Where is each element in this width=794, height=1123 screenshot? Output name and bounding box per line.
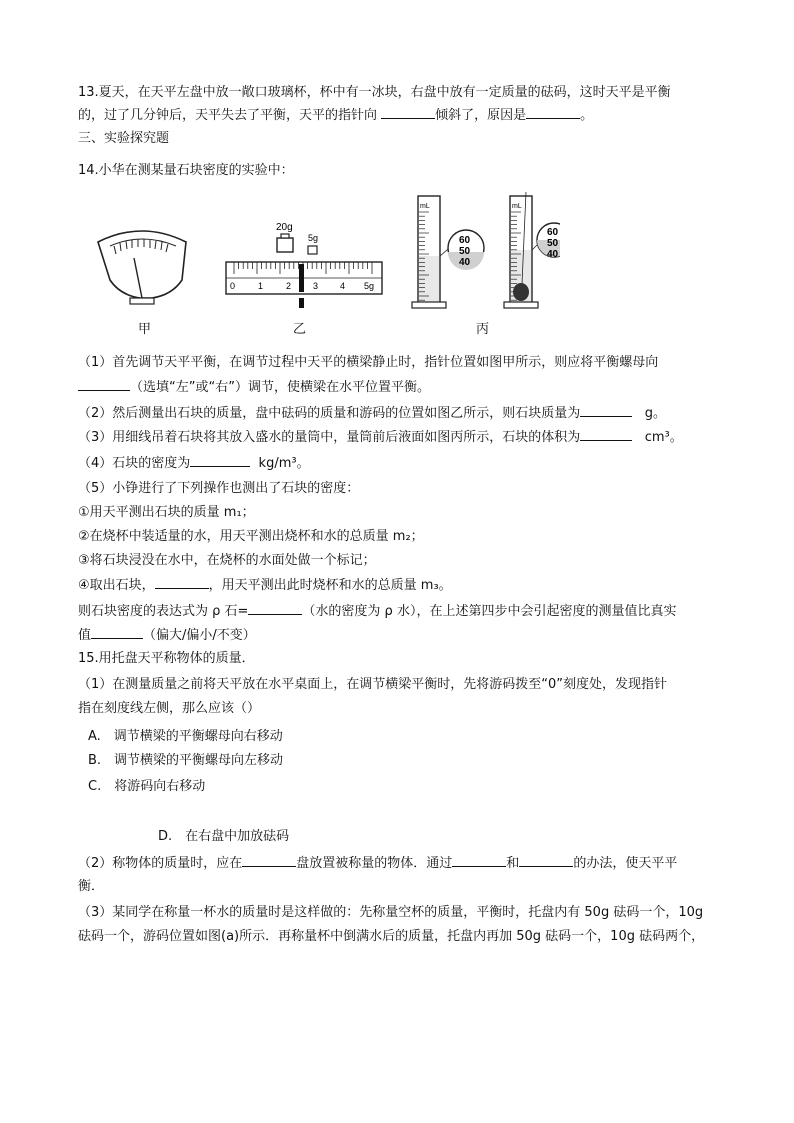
figure-drawing	[90, 190, 560, 340]
q14-step2: ②在烧杯中装适量的水，用天平测出烧杯和水的总质量 m₂；	[78, 529, 424, 544]
answer-blank[interactable]	[381, 106, 435, 119]
cylinder-unit: mL	[512, 203, 522, 210]
q14-figure	[90, 190, 560, 340]
q15-part1: （1）在测量质量之前将天平放在水平桌面上，在调节横梁平衡时，先将游码拨至“0”刻度处，发现指针	[78, 677, 668, 692]
q14-part2: （2）然后测量出石块的质量，盘中砝码的质量和游码的位置如图乙所示，则石块质量为 g。	[78, 406, 666, 421]
q14-part5: （5）小铮进行了下列操作也测出了石块的密度：	[78, 481, 360, 496]
zoom-label: 50	[547, 238, 559, 249]
answer-blank[interactable]	[242, 854, 296, 867]
option-b[interactable]: B. 调节横梁的平衡螺母向左移动	[88, 753, 284, 768]
q14-expression: 则石块密度的表达式为 ρ 石= （水的密度为 ρ 水），在上述第四步中会引起密度的测量值比真实	[78, 604, 677, 619]
balance-dial	[98, 231, 186, 304]
ruler-tick-label: 3	[313, 281, 319, 291]
q14-part1-cont: （选填“左”或“右”）调节，使横梁在水平位置平衡。	[78, 378, 430, 397]
q15-part2-cont: 衡．	[78, 879, 105, 894]
ruler-tick-label: 5g	[364, 281, 375, 291]
caption-jia: 甲	[138, 322, 152, 337]
option-c[interactable]: C. 将游码向右移动	[88, 779, 206, 794]
q15-part3: （3）某同学在称量一杯水的质量时是这样做的：先称量空杯的质量，平衡时，托盘内有 50g 砝码一个，10g	[78, 905, 704, 920]
q14-expression-cont: 值 （偏大/偏小/不变）	[78, 628, 256, 643]
cylinder-before	[412, 196, 484, 308]
caption-bing: 丙	[476, 322, 490, 337]
q15-part3-cont: 砝码一个，游码位置如图(a)所示．再称量杯中倒满水后的质量，托盘内再加 50g 砝码一个，10g 砝码两个，	[78, 929, 705, 944]
q14-step1: ①用天平测出石块的质量 m₁；	[78, 505, 255, 520]
answer-blank[interactable]	[526, 106, 580, 119]
q15-part1-cont: 指在刻度线左侧，那么应该（）	[78, 701, 261, 716]
q14-part3: （3）用细线吊着石块将其放入盛水的量筒中，量筒前后液面如图丙所示，石块的体积为 cm³。	[78, 430, 683, 445]
answer-blank[interactable]	[91, 626, 143, 639]
answer-blank[interactable]	[580, 428, 632, 441]
stone	[513, 283, 529, 301]
caption-yi: 乙	[293, 322, 307, 337]
answer-blank[interactable]	[519, 854, 573, 867]
weight-20g-label: 20g	[276, 222, 293, 233]
option-d[interactable]: D. 在右盘中加放砝码	[158, 829, 290, 844]
q14-step4: ④取出石块， ，用天平测出此时烧杯和水的总质量 m₃。	[78, 578, 452, 593]
q14-part4: （4）石块的密度为 kg/m³。	[78, 456, 310, 471]
q13-line1: 13.夏天，在天平左盘中放一敞口玻璃杯，杯中有一冰块，右盘中放有一定质量的砝码，这时天平是平衡	[78, 85, 671, 100]
answer-blank[interactable]	[190, 454, 250, 467]
q14-intro: 14.小华在测某量石块密度的实验中：	[78, 163, 294, 178]
weight-5g-label: 5g	[308, 233, 319, 243]
ruler-tick-label: 1	[258, 281, 264, 291]
q14-part1: （1）首先调节天平平衡，在调节过程中天平的横梁静止时，指针位置如图甲所示，则应将平衡螺母向	[78, 355, 659, 370]
answer-blank[interactable]	[155, 576, 209, 589]
zoom-label: 50	[459, 246, 471, 257]
zoom-label: 60	[547, 227, 559, 238]
answer-blank[interactable]	[452, 854, 506, 867]
answer-blank[interactable]	[580, 404, 632, 417]
option-a[interactable]: A. 调节横梁的平衡螺母向右移动	[88, 729, 283, 744]
ruler-tick-label: 4	[340, 281, 346, 291]
q13-line2: 的，过了几分钟后，天平失去了平衡，天平的指针向 倾斜了，原因是 。	[78, 108, 594, 123]
zoom-label: 40	[547, 249, 559, 260]
cylinder-after	[504, 192, 560, 308]
ruler-tick-label: 2	[286, 281, 292, 291]
q14-step3: ③将石块浸没在水中，在烧杯的水面处做一个标记；	[78, 553, 376, 568]
q15-part2: （2）称物体的质量时，应在 盘放置被称量的物体．通过 和 的办法，使天平平	[78, 856, 678, 871]
answer-blank[interactable]	[248, 602, 302, 615]
ruler-tick-label: 0	[230, 281, 236, 291]
zoom-label: 40	[459, 257, 471, 268]
zoom-label: 60	[459, 235, 471, 246]
section-heading: 三、实验探究题	[78, 131, 170, 146]
q15-intro: 15.用托盘天平称物体的质量．	[78, 651, 255, 666]
cylinder-unit: mL	[420, 203, 430, 210]
answer-blank[interactable]	[78, 378, 130, 391]
beam-ruler	[226, 222, 382, 308]
